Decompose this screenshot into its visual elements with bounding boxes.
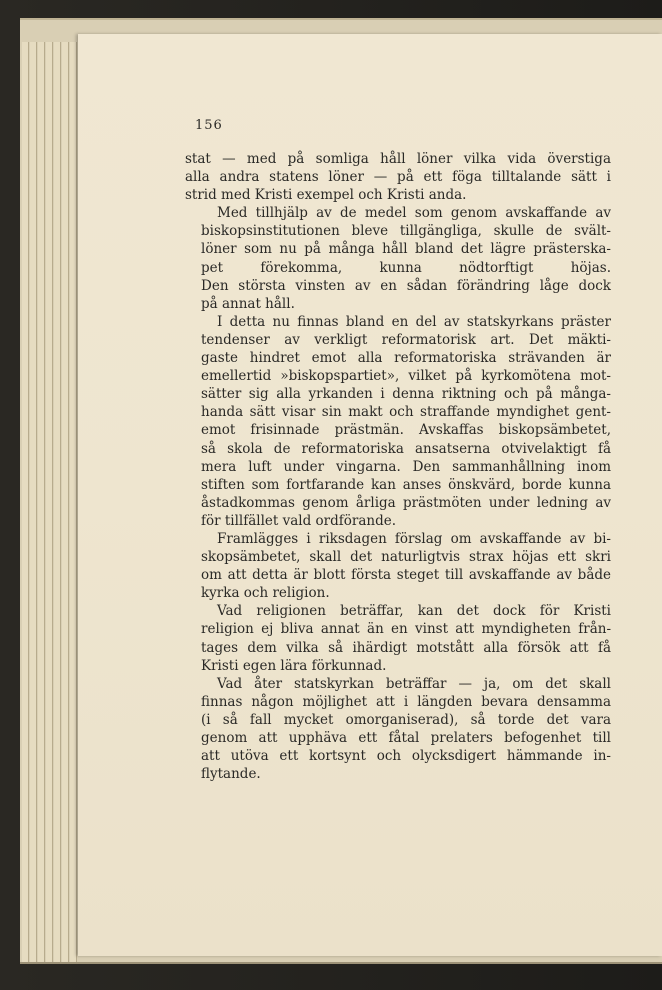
text-line: kyrka och religion.: [201, 585, 330, 602]
text-line: genom att upphäva ett fåtal prelaters befogenhet till: [201, 730, 611, 746]
paragraph: [185, 313, 611, 530]
text-line: stat — med på somliga håll löner vilka vida överstiga: [185, 151, 611, 167]
text-line: så skola de reformatoriska ansatserna otvivelaktigt få: [201, 440, 611, 457]
page-edge: [46, 42, 53, 962]
text-line: Kristi egen lära förkunnad.: [201, 657, 387, 674]
page-edge: [62, 42, 69, 962]
text-line: löner som nu på många håll bland det lägre prästerska-: [201, 241, 611, 258]
text-line: tendenser av verkligt reformatorisk art. Det mäkti-: [201, 331, 611, 348]
text-line: alla andra statens löner — på ett föga tilltalande sätt i: [185, 169, 611, 186]
text-line: finnas någon möjlighet att i längden bevara densamma: [201, 693, 611, 710]
text-line: sätter sig alla yrkanden i denna riktning och på många-: [201, 386, 611, 403]
paragraph: [185, 602, 611, 674]
body-text: [185, 150, 611, 783]
text-line: mera luft under vingarna. Den sammanhållning inom: [201, 458, 611, 475]
text-line: för tillfället vald ordförande.: [201, 512, 397, 529]
text-line: Vad religionen beträffar, kan det dock för Kristi: [217, 603, 611, 620]
text-line: Den största vinsten av en sådan förändring låge dock: [201, 277, 611, 294]
text-line: skopsämbetet, skall det naturligtvis strax höjas ett skri: [201, 549, 611, 566]
page-edge: [54, 42, 61, 962]
page-edge: [70, 42, 77, 962]
paragraph: [185, 150, 611, 204]
text-line: Vad åter statskyrkan beträffar — ja, om det skall: [217, 675, 611, 692]
text-line: (i så fall mycket omorganiserad), så torde det vara: [201, 711, 611, 728]
text-line: om att detta är blott första steget till avskaffande av både: [201, 567, 611, 584]
page-edge: [38, 42, 45, 962]
page-edge: [22, 42, 29, 962]
paragraph: [185, 530, 611, 602]
text-line: handa sätt visar sin makt och straffande myndighet gent-: [201, 404, 611, 421]
text-line: på annat håll.: [201, 295, 295, 312]
page-edge: [30, 42, 37, 962]
text-line: religion ej bliva annat än en vinst att myndigheten från-: [201, 621, 611, 638]
text-line: Framlägges i riksdagen förslag om avskaffande av bi-: [217, 530, 611, 547]
text-line: gaste hindret emot alla reformatoriska strävanden är: [201, 350, 611, 367]
text-line: tages dem vilka så ihärdigt motstått alla försök att få: [201, 639, 611, 656]
text-line: emellertid »biskopspartiet», vilket på kyrkomötena mot-: [201, 368, 611, 385]
text-line: Med tillhjälp av de medel som genom avskaffande av: [217, 205, 611, 222]
text-line: åstadkommas genom årliga prästmöten under ledning av: [201, 494, 611, 511]
paragraph: [185, 204, 611, 313]
paragraph: [185, 675, 611, 784]
page-number: 156: [195, 118, 223, 133]
text-line: I detta nu finnas bland en del av statskyrkans präster: [217, 313, 611, 330]
text-line: pet förekomma, kunna nödtorftigt höjas.: [201, 259, 611, 276]
text-line: att utöva ett kortsynt och olycksdigert hämmande in-: [201, 748, 611, 765]
text-line: strid med Kristi exempel och Kristi anda.: [185, 187, 467, 204]
text-line: flytande.: [201, 766, 261, 783]
text-line: biskopsinstitutionen bleve tillgängliga, skulle de svält-: [201, 223, 611, 240]
text-line: emot frisinnade prästmän. Avskaffas biskopsämbetet,: [201, 422, 611, 439]
text-line: stiften som fortfarande kan anses önskvärd, borde kunna: [201, 476, 611, 493]
